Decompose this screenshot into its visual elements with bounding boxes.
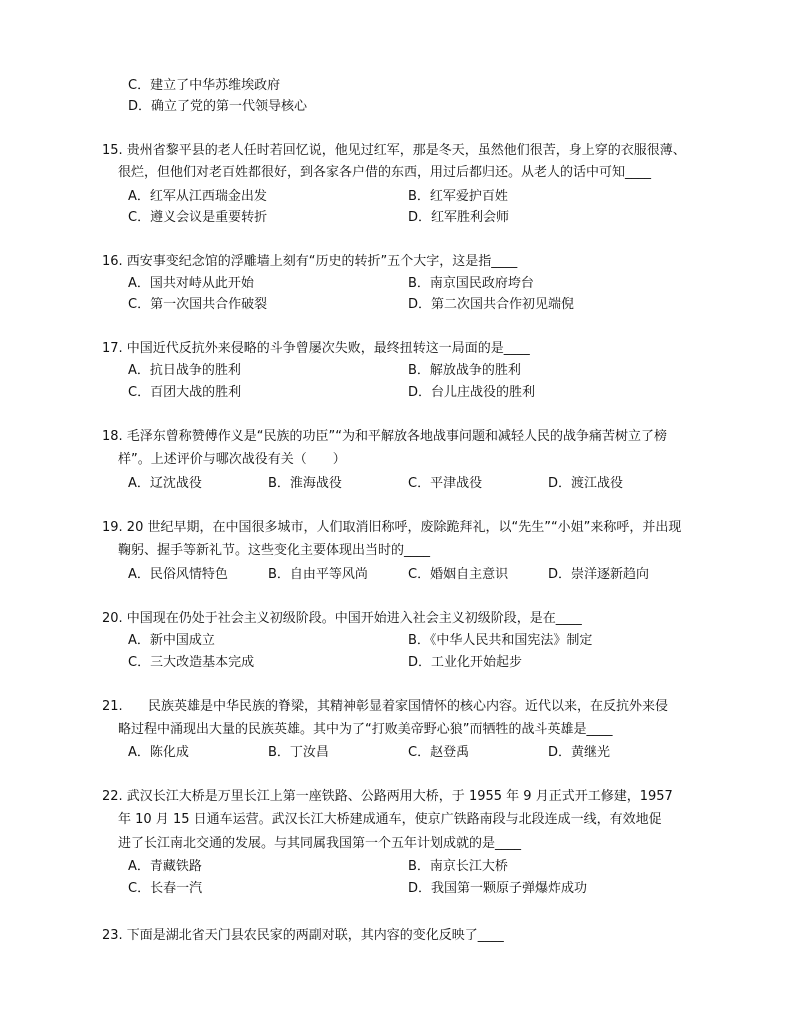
q20-option-a: A．新中国成立 (128, 633, 215, 648)
q20-option-d: D．工业化开始起步 (408, 655, 523, 670)
q19-option-d: D．崇洋逐新趋向 (548, 567, 650, 582)
q15-option-d: D．红军胜利会师 (408, 210, 510, 225)
q18-option-b: B．淮海战役 (268, 476, 342, 491)
q17-option-d: D．台儿庄战役的胜利 (408, 385, 536, 400)
q23-stem-line-1: 23. 下面是湖北省天门县农民家的两副对联，其内容的变化反映了____ (102, 928, 504, 943)
q21-option-b: B．丁汝昌 (268, 745, 329, 760)
q22-stem-line-3: 进了长江南北交通的发展。与其同属我国第一个五年计划成就的是____ (118, 836, 522, 851)
q17-option-c: C．百团大战的胜利 (128, 385, 242, 400)
q18-stem-line-2: 样”。上述评价与哪次战役有关（ ） (118, 452, 346, 467)
q21-number: 21. (102, 699, 123, 714)
q19-option-b: B．自由平等风尚 (268, 567, 368, 582)
q17-option-a: A．抗日战争的胜利 (128, 363, 241, 378)
q22-stem-line-2: 年 10 月 15 日通车运营。武汉长江大桥建成通车，使京广铁路南段与北段连成一线，有效地促 (118, 812, 662, 827)
q22-option-a: A．青藏铁路 (128, 859, 202, 874)
q21-option-d: D．黄继光 (548, 745, 611, 760)
q19-option-a: A．民俗风情特色 (128, 567, 228, 582)
q16-stem-line-1: 16. 西安事变纪念馆的浮雕墙上刻有“历史的转折”五个大字，这是指____ (102, 254, 518, 269)
q18-option-a: A．辽沈战役 (128, 476, 202, 491)
q16-option-a: A．国共对峙从此开始 (128, 276, 254, 291)
q22-option-d: D．我国第一颗原子弹爆炸成功 (408, 881, 588, 896)
q18-option-d: D．渡江战役 (548, 476, 624, 491)
q16-option-c: C．第一次国共合作破裂 (128, 297, 268, 312)
q22-stem-line-1: 22. 武汉长江大桥是万里长江上第一座铁路、公路两用大桥，于 1955 年 9 月正式开工修建，1957 (102, 789, 673, 804)
q20-option-c: C．三大改造基本完成 (128, 655, 255, 670)
prev-option-c: C．建立了中华苏维埃政府 (128, 78, 281, 93)
q22-option-b: B．南京长江大桥 (408, 859, 508, 874)
q15-option-b: B．红军爱护百姓 (408, 189, 508, 204)
q21-option-c: C．赵登禹 (408, 745, 470, 760)
q18-option-c: C．平津战役 (408, 476, 483, 491)
q18-stem-line-1: 18. 毛泽东曾称赞傅作义是“民族的功臣”“为和平解放各地战事问题和减轻人民的战争痛苦树立了榜 (102, 429, 668, 444)
q15-option-a: A．红军从江西瑞金出发 (128, 189, 267, 204)
q15-option-c: C．遵义会议是重要转折 (128, 210, 268, 225)
q21-stem-line-1: 民族英雄是中华民族的脊梁，其精神彰显着家国情怀的核心内容。近代以来，在反抗外来侵 (148, 699, 669, 714)
q19-option-c: C．婚姻自主意识 (408, 567, 509, 582)
q21-option-a: A．陈化成 (128, 745, 189, 760)
q16-option-d: D．第二次国共合作初见端倪 (408, 297, 575, 312)
q21-stem-line-2: 略过程中涌现出大量的民族英雄。其中为了“打败美帝野心狼”而牺牲的战斗英雄是____ (118, 722, 613, 737)
prev-option-d: D．确立了党的第一代领导核心 (128, 99, 308, 114)
q19-stem-line-1: 19. 20 世纪早期，在中国很多城市，人们取消旧称呼，废除跪拜礼，以“先生”“小姐”来称呼，并出现 (102, 520, 682, 535)
q17-stem-line-1: 17. 中国近代反抗外来侵略的斗争曾屡次失败，最终扭转这一局面的是____ (102, 341, 530, 356)
q15-stem-line-1: 15. 贵州省黎平县的老人任时若回忆说，他见过红军，那是冬天，虽然他们很苦，身上穿的衣服很薄、 (102, 143, 686, 158)
q17-option-b: B．解放战争的胜利 (408, 363, 521, 378)
q20-stem-line-1: 20. 中国现在仍处于社会主义初级阶段。中国开始进入社会主义初级阶段，是在____ (102, 611, 582, 626)
q19-stem-line-2: 鞠躬、握手等新礼节。这些变化主要体现出当时的____ (118, 543, 431, 558)
q16-option-b: B．南京国民政府垮台 (408, 276, 534, 291)
q22-option-c: C．长春一汽 (128, 881, 203, 896)
q15-stem-line-2: 很烂，但他们对老百姓都很好，到各家各户借的东西，用过后都归还。从老人的话中可知____ (118, 165, 652, 180)
q20-option-b: B．《中华人民共和国宪法》制定 (408, 633, 593, 648)
